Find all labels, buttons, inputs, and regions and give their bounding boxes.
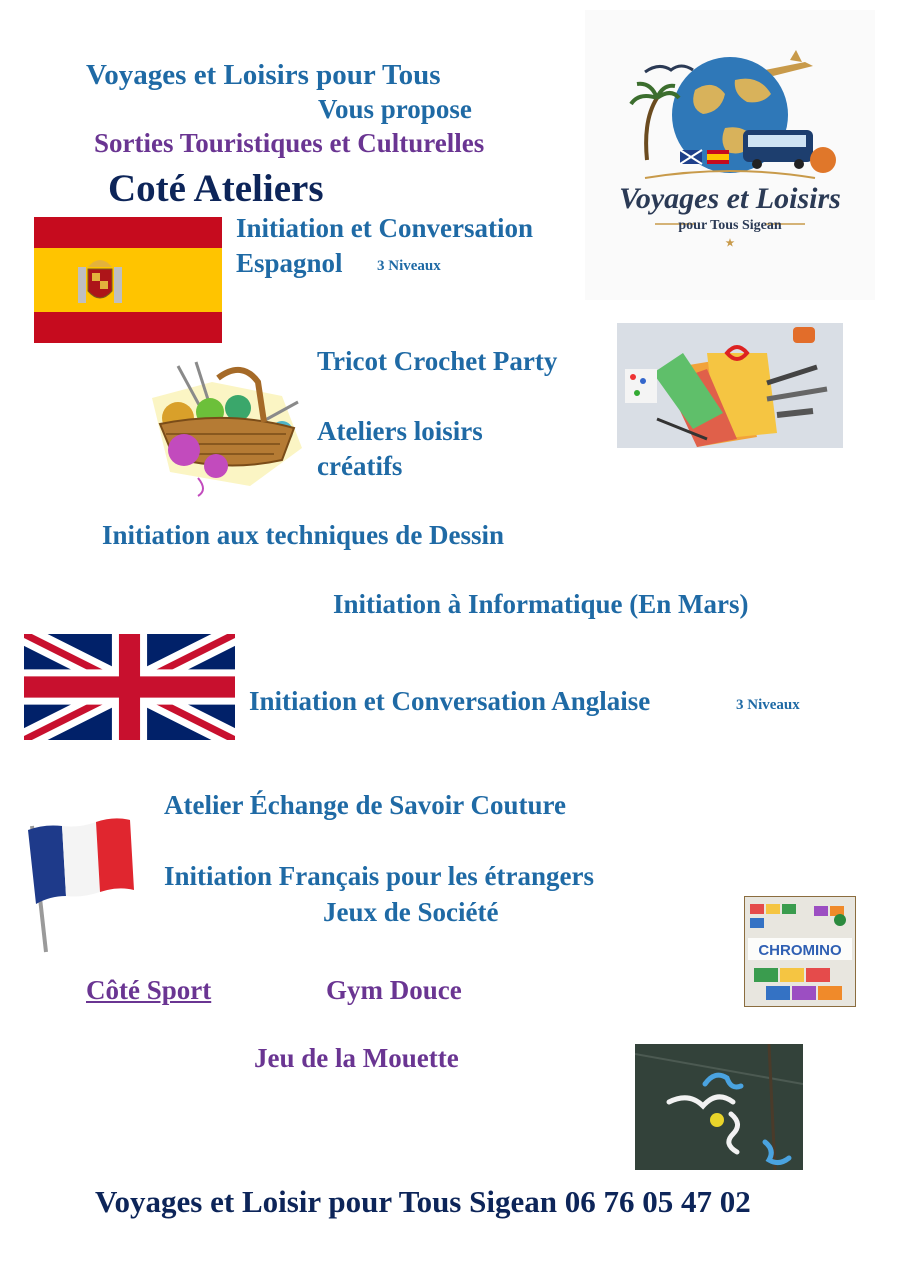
- chromino-title: CHROMINO: [758, 942, 842, 959]
- sport-section-title: Côté Sport: [86, 975, 212, 1005]
- spanish-title-line1: Initiation et Conversation: [236, 213, 533, 243]
- creative-title-line1: Ateliers loisirs: [317, 416, 483, 446]
- association-logo: [585, 10, 875, 300]
- spain-flag: [34, 217, 222, 343]
- creative-title-line2: créatifs: [317, 451, 403, 481]
- spanish-levels: 3 Niveaux: [377, 258, 441, 274]
- logo-main-text: Voyages et Loisirs: [619, 182, 841, 215]
- svg-text:★: ★: [725, 238, 735, 249]
- mouette-title: Jeu de la Mouette: [254, 1043, 459, 1073]
- outings-text: Sorties Touristiques et Culturelles: [94, 128, 485, 158]
- proposes-text: Vous propose: [318, 94, 472, 124]
- org-name: Voyages et Loisirs pour Tous: [86, 59, 441, 91]
- chromino-game-box: [744, 896, 856, 1007]
- french-title: Initiation Français pour les étrangers: [164, 861, 594, 891]
- logo-sub-text: pour Tous Sigean: [678, 218, 782, 233]
- uk-flag: [24, 634, 235, 740]
- english-title: Initiation et Conversation Anglaise: [249, 686, 651, 716]
- drawing-title: Initiation aux techniques de Dessin: [102, 520, 505, 550]
- mouette-game-photo: [635, 1044, 803, 1170]
- sewing-title: Atelier Échange de Savoir Couture: [164, 790, 566, 820]
- tricot-title: Tricot Crochet Party: [317, 346, 558, 376]
- footer-contact: Voyages et Loisir pour Tous Sigean 06 76 05 47 02: [95, 1184, 751, 1219]
- workshops-title: Coté Ateliers: [108, 167, 324, 210]
- spanish-title-line2: Espagnol: [236, 248, 343, 278]
- english-levels: 3 Niveaux: [736, 697, 800, 713]
- france-flag: [24, 816, 136, 956]
- craft-supplies-photo: [617, 323, 843, 448]
- gym-douce-title: Gym Douce: [326, 975, 462, 1005]
- computing-title: Initiation à Informatique (En Mars): [333, 589, 749, 619]
- knitting-basket-image: [138, 358, 310, 498]
- games-title: Jeux de Société: [323, 897, 499, 927]
